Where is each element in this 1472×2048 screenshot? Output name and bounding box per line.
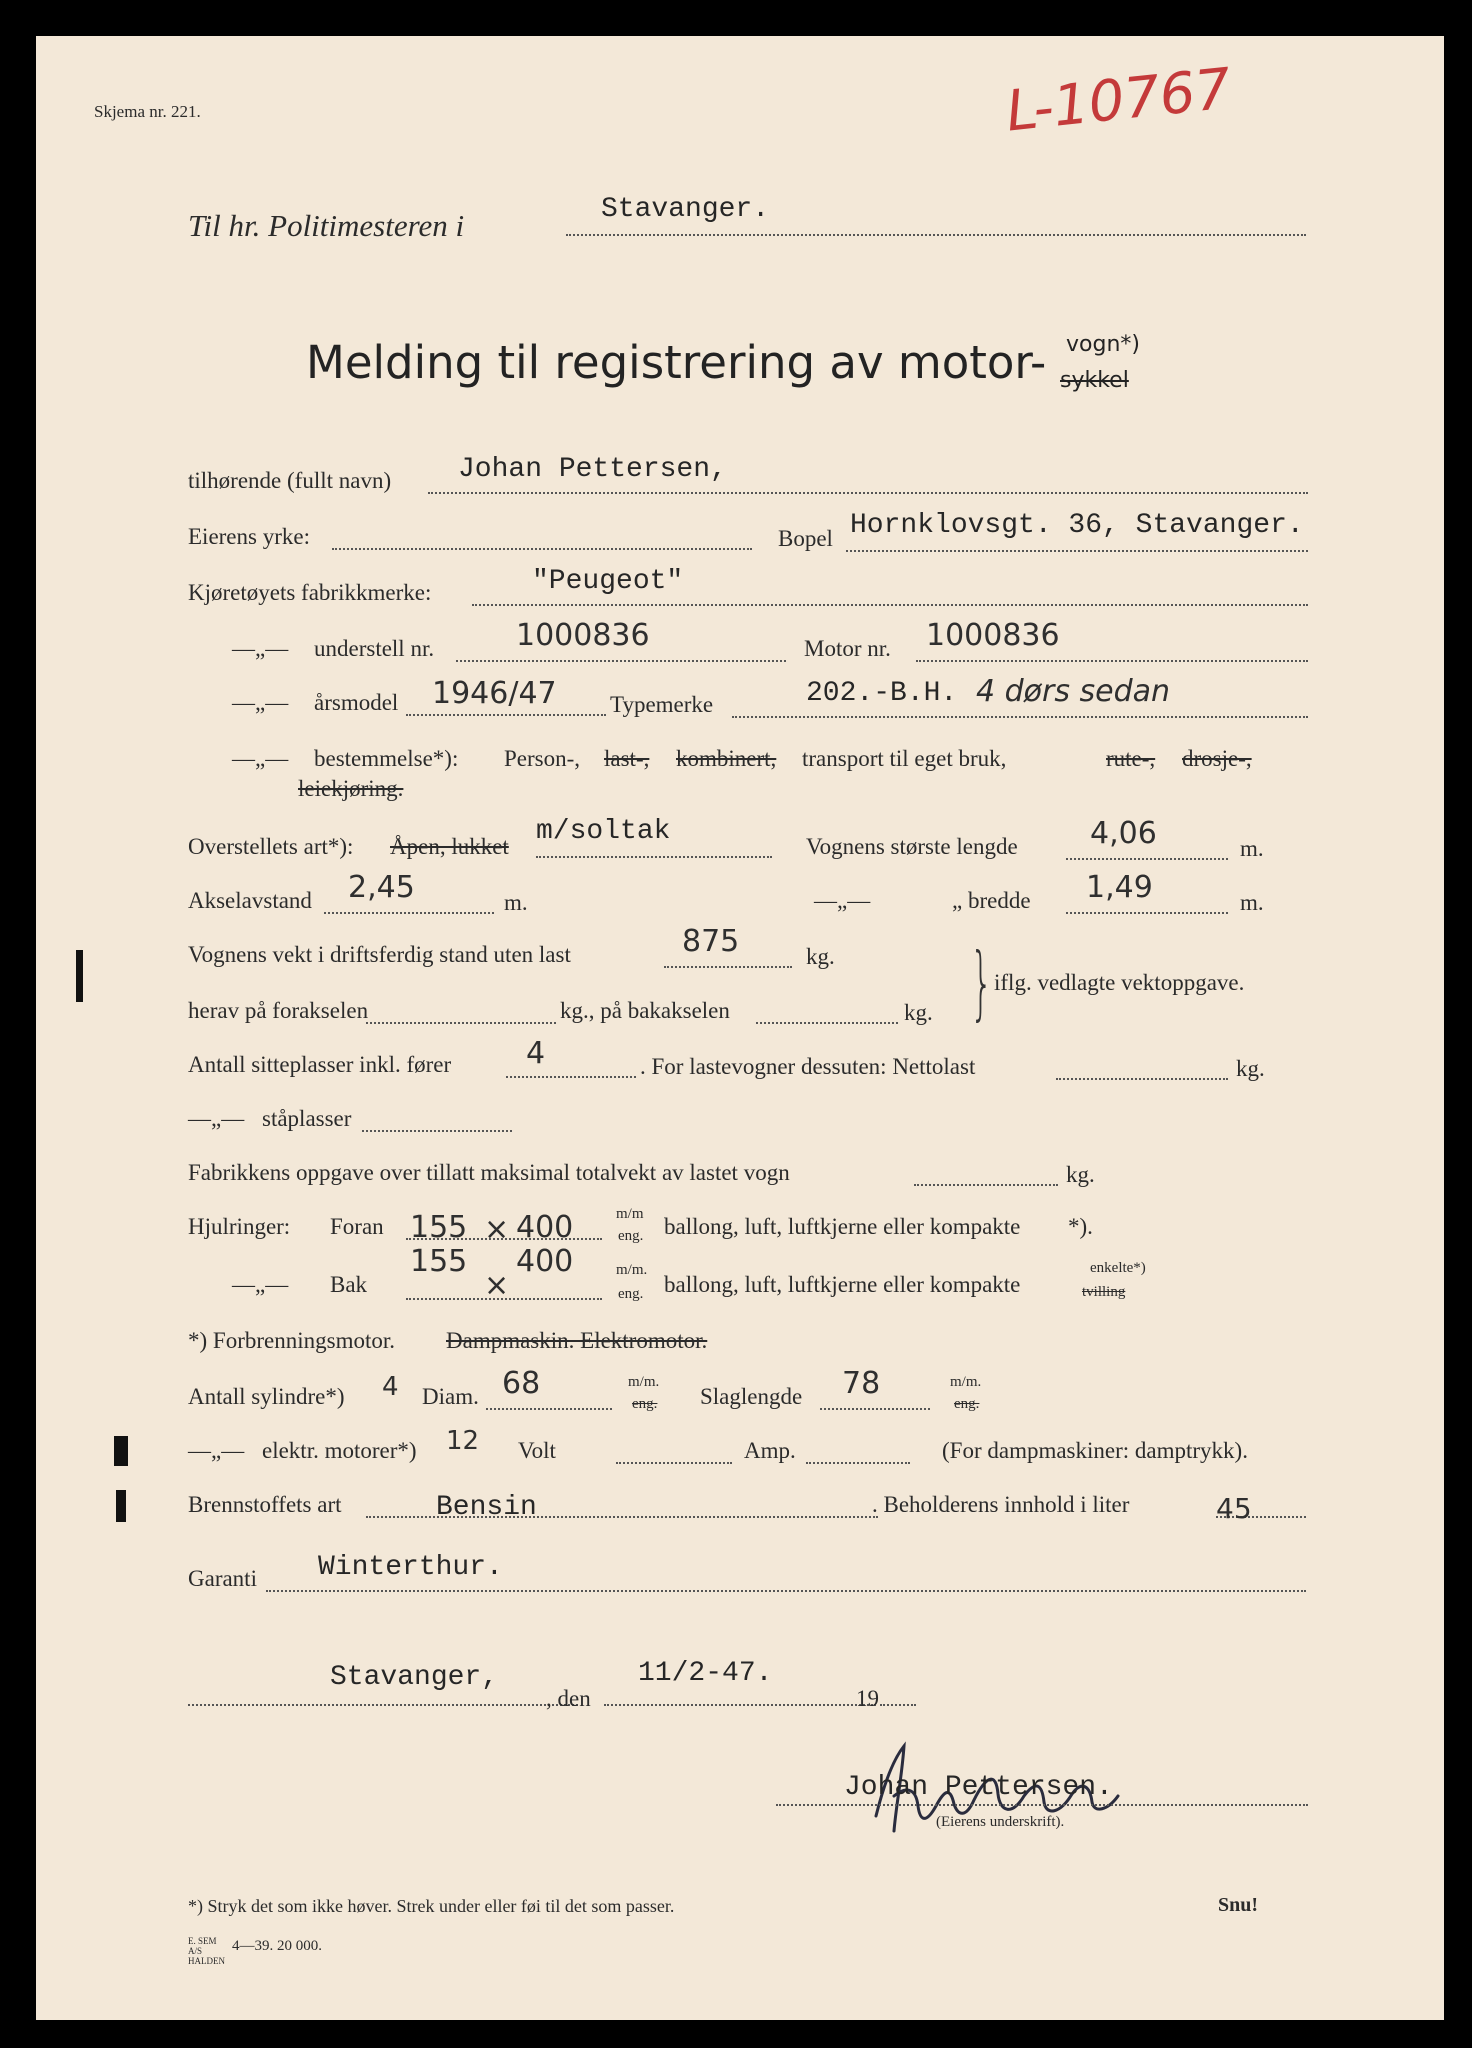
electric-motors-label: elektr. motorer*) xyxy=(262,1438,417,1463)
standing-line xyxy=(362,1130,512,1132)
rear-axle-unit: kg. xyxy=(904,1000,933,1025)
stroke-value: 78 xyxy=(842,1366,881,1401)
binder-mark-2 xyxy=(114,1436,128,1466)
purpose-kombinert: kombinert, xyxy=(676,746,777,771)
engine-type-label: *) Forbrenningsmotor. xyxy=(188,1328,395,1353)
twin-tyre-option: tvilling xyxy=(1082,1284,1126,1300)
purpose-transport: transport til eget bruk, xyxy=(802,746,1007,771)
year-prefix: 19 xyxy=(856,1686,879,1711)
diameter-unit-eng: eng. xyxy=(632,1396,658,1412)
net-load-line xyxy=(1056,1078,1228,1080)
volt-line xyxy=(616,1462,732,1464)
front-axle-label: herav på forakselen xyxy=(188,998,369,1023)
rear-tyre-diameter: 400 xyxy=(516,1244,574,1279)
signature-caption: (Eierens underskrift). xyxy=(936,1814,1065,1830)
diameter-line xyxy=(486,1408,612,1410)
type-mark-line xyxy=(732,716,1308,718)
tyres-label: Hjulringer: xyxy=(188,1214,291,1239)
stroke-label: Slaglengde xyxy=(700,1384,803,1409)
wheelbase-unit: m. xyxy=(504,890,528,915)
ditto-mark-1: —„— xyxy=(232,636,289,661)
fuel-value: Bensin xyxy=(436,1492,537,1523)
width-value: 1,49 xyxy=(1086,870,1153,905)
front-axle-line xyxy=(366,1022,556,1024)
cylinders-value: 4 xyxy=(382,1372,399,1402)
residence-line xyxy=(846,550,1308,552)
standing-label: ståplasser xyxy=(262,1106,352,1131)
type-mark-value: 202.-B.H. xyxy=(806,678,958,709)
residence-label: Bopel xyxy=(778,526,833,551)
model-year-line xyxy=(406,714,606,716)
ditto-mark-2: —„— xyxy=(232,690,289,715)
wheelbase-line xyxy=(324,912,494,914)
footnote: *) Stryk det som ikke høver. Strek under eller føi til det som passer. xyxy=(188,1896,675,1916)
residence-value: Hornklovsgt. 36, Stavanger. xyxy=(850,510,1304,541)
front-tyre-types: ballong, luft, luftkjerne eller kompakte xyxy=(664,1214,1021,1239)
max-weight-unit: kg. xyxy=(1066,1162,1095,1187)
date-label: , den xyxy=(546,1686,591,1711)
owner-line xyxy=(428,492,1308,494)
amp-label: Amp. xyxy=(744,1438,796,1463)
guarantee-line xyxy=(266,1590,1306,1592)
archive-reference: L-10767 xyxy=(1003,56,1234,145)
form-title: Melding til registrering av motor- xyxy=(306,336,1047,389)
electric-motors-value: 12 xyxy=(446,1426,480,1456)
net-load-unit: kg. xyxy=(1236,1056,1265,1081)
ditto-mark-7: —„— xyxy=(188,1438,245,1463)
stroke-line xyxy=(820,1408,930,1410)
front-tyre-label: Foran xyxy=(330,1214,384,1239)
form-number: Skjema nr. 221. xyxy=(94,102,201,121)
front-tyre-times: × xyxy=(484,1212,510,1247)
purpose-last: last-, xyxy=(604,746,650,771)
rear-tyre-times: × xyxy=(484,1268,510,1303)
front-tyre-unit-mm: m/m xyxy=(616,1206,644,1222)
owner-value: Johan Pettersen, xyxy=(458,454,727,485)
weight-value: 875 xyxy=(682,924,740,959)
date-value: 11/2-47. xyxy=(638,1658,773,1689)
width-unit: m. xyxy=(1240,890,1264,915)
length-line xyxy=(1066,858,1228,860)
owner-label: tilhørende (fullt navn) xyxy=(188,468,392,493)
binder-mark-1 xyxy=(76,950,83,1002)
front-tyre-diameter: 400 xyxy=(516,1210,574,1245)
diameter-label: Diam. xyxy=(422,1384,479,1409)
rear-tyre-unit-eng: eng. xyxy=(618,1286,644,1302)
rear-tyre-label: Bak xyxy=(330,1272,368,1297)
body-style-handwritten: 4 dørs sedan xyxy=(976,674,1171,709)
body-type-label: Overstellets art*): xyxy=(188,834,354,859)
front-tyre-close: *). xyxy=(1068,1214,1093,1239)
form-sheet xyxy=(36,36,1444,2020)
title-option-sykkel: sykkel xyxy=(1060,368,1129,393)
rear-axle-label: kg., på bakakselen xyxy=(560,998,730,1023)
max-weight-label: Fabrikkens oppgave over tillatt maksimal totalvekt av lastet vogn xyxy=(188,1160,790,1185)
printer-name: E. SEM A/S HALDEN xyxy=(188,1936,225,1966)
body-type-line xyxy=(536,856,772,858)
stroke-unit: m/m. xyxy=(950,1374,982,1390)
body-type-value: m/soltak xyxy=(536,816,671,847)
occupation-line xyxy=(332,548,752,550)
make-label: Kjøretøyets fabrikkmerke: xyxy=(188,580,432,605)
year-line xyxy=(880,1704,916,1706)
purpose-label: bestemmelse*): xyxy=(314,746,459,771)
date-line xyxy=(604,1704,876,1706)
guarantee-label: Garanti xyxy=(188,1566,257,1591)
length-unit: m. xyxy=(1240,836,1264,861)
ditto-mark-4: —„— xyxy=(814,888,871,913)
signature-typed: Johan Pettersen. xyxy=(844,1772,1113,1803)
amp-line xyxy=(806,1462,910,1464)
purpose-rute: rute-, xyxy=(1106,746,1156,771)
cylinders-label: Antall sylindre*) xyxy=(188,1384,345,1409)
signature-line xyxy=(776,1804,1308,1806)
make-line xyxy=(472,604,1308,606)
fuel-label: Brennstoffets art xyxy=(188,1492,342,1517)
rear-axle-line xyxy=(756,1022,898,1024)
weight-line xyxy=(664,966,792,968)
motor-number-value: 1000836 xyxy=(926,618,1060,653)
diameter-value: 68 xyxy=(502,1366,541,1401)
motor-number-label: Motor nr. xyxy=(804,636,891,661)
body-type-options: Åpen, lukket xyxy=(390,834,509,859)
net-load-label: . For lastevogner dessuten: Nettolast xyxy=(640,1054,976,1079)
steam-pressure-label: (For dampmaskiner: damptrykk). xyxy=(942,1438,1248,1463)
purpose-leiekjoring: leiekjøring. xyxy=(298,776,404,801)
model-year-value: 1946/47 xyxy=(432,676,557,711)
weight-label: Vognens vekt i driftsferdig stand uten last xyxy=(188,942,571,967)
binder-mark-3 xyxy=(116,1490,126,1522)
tank-capacity-value: 45 xyxy=(1216,1492,1252,1525)
occupation-label: Eierens yrke: xyxy=(188,524,310,549)
chassis-line xyxy=(456,660,786,662)
brace: } xyxy=(969,936,993,1029)
rear-tyre-types: ballong, luft, luftkjerne eller kompakte xyxy=(664,1272,1021,1297)
model-year-label: årsmodel xyxy=(314,690,399,715)
width-label: „ bredde xyxy=(952,888,1031,913)
length-value: 4,06 xyxy=(1090,816,1157,851)
weight-note: iflg. vedlagte vektoppgave. xyxy=(994,970,1245,995)
make-value: "Peugeot" xyxy=(532,566,684,597)
ditto-mark-5: —„— xyxy=(188,1106,245,1131)
length-label: Vognens største lengde xyxy=(806,834,1018,859)
front-tyre-unit-eng: eng. xyxy=(618,1228,644,1244)
weight-unit: kg. xyxy=(806,944,835,969)
turn-over-note: Snu! xyxy=(1218,1894,1259,1916)
seats-label: Antall sitteplasser inkl. fører xyxy=(188,1052,452,1077)
ditto-mark-3: —„— xyxy=(232,746,289,771)
max-weight-line xyxy=(914,1184,1058,1186)
motor-number-line xyxy=(916,660,1308,662)
chassis-label: understell nr. xyxy=(314,636,435,661)
seats-line xyxy=(506,1076,636,1078)
guarantee-value: Winterthur. xyxy=(318,1552,503,1583)
wheelbase-label: Akselavstand xyxy=(188,888,312,913)
wheelbase-value: 2,45 xyxy=(348,870,415,905)
seats-value: 4 xyxy=(526,1036,546,1071)
chassis-value: 1000836 xyxy=(516,618,650,653)
engine-type-other: Dampmaskin. Elektromotor. xyxy=(446,1328,708,1353)
rear-tyre-unit-mm: m/m. xyxy=(616,1262,648,1278)
width-line xyxy=(1066,912,1228,914)
front-tyre-width: 155 xyxy=(410,1210,468,1245)
purpose-drosje: drosje-, xyxy=(1182,746,1252,771)
place-value: Stavanger, xyxy=(330,1662,499,1693)
addressee-value: Stavanger. xyxy=(601,194,770,225)
addressee-label: Til hr. Politimesteren i xyxy=(188,208,465,243)
purpose-person: Person-, xyxy=(504,746,581,771)
single-tyre-option: enkelte*) xyxy=(1090,1260,1146,1276)
ditto-mark-6: —„— xyxy=(232,1272,289,1297)
stroke-unit-eng: eng. xyxy=(954,1396,980,1412)
rear-tyre-width: 155 xyxy=(410,1244,468,1279)
place-line xyxy=(188,1704,578,1706)
tank-capacity-label: . Beholderens innhold i liter xyxy=(872,1492,1130,1517)
volt-label: Volt xyxy=(518,1438,556,1463)
type-mark-label: Typemerke xyxy=(610,692,714,717)
addressee-line xyxy=(566,234,1306,236)
diameter-unit: m/m. xyxy=(628,1374,660,1390)
print-run: 4—39. 20 000. xyxy=(232,1938,322,1954)
title-option-vogn: vogn*) xyxy=(1066,332,1140,357)
